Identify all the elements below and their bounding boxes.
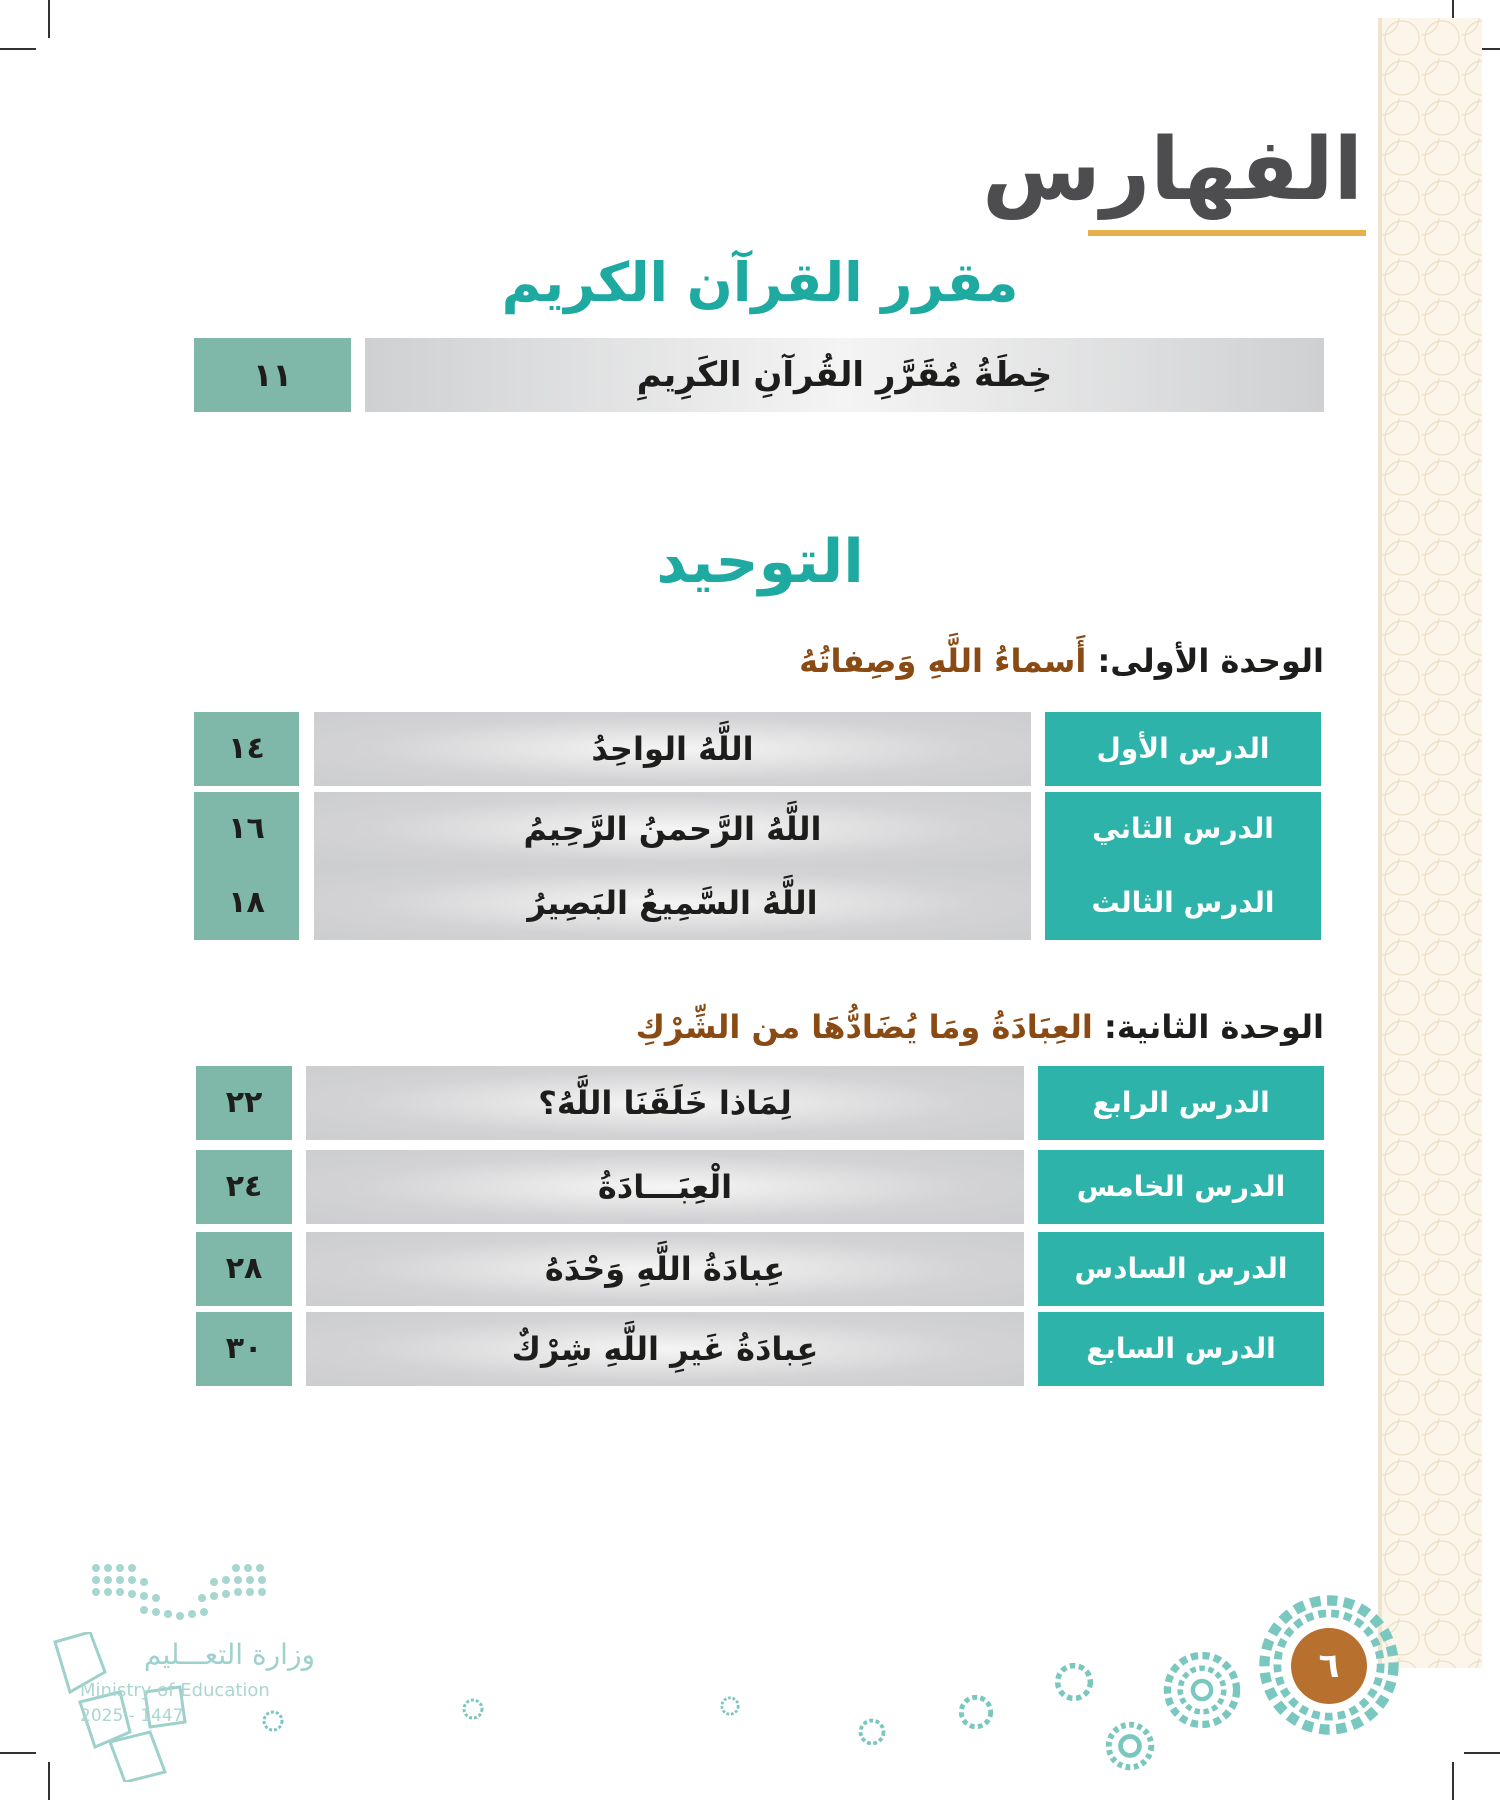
page-title: الفهارس [982,120,1363,220]
lesson-label: الدرس السابع [1038,1312,1324,1386]
lesson-row-5[interactable] [196,1150,1324,1224]
lesson-title: عِبادَةُ غَيرِ اللَّهِ شِرْكٌ [306,1312,1024,1386]
crop-mark [48,0,50,38]
crop-mark [0,48,36,50]
crop-mark [1464,1752,1500,1754]
rosette-icon [958,1694,994,1730]
rosette-icon [858,1718,886,1746]
ministry-logo [50,1560,315,1780]
ministry-year: 2025 - 1447 [80,1706,184,1726]
lesson-page-number: ٢٨ [196,1232,292,1306]
lesson-page-number: ١٤ [194,712,299,786]
unit-1-heading [424,636,1324,686]
quran-section-heading: مقرر القرآن الكريم [501,251,1019,314]
unit-2-title: العِبَادَةُ ومَا يُضَادُّهَا من الشِّرْكِ [635,1008,1093,1046]
crop-mark [1452,1762,1454,1800]
quran-plan-row[interactable] [194,338,1324,412]
ministry-name-en: Ministry of Education [80,1680,270,1701]
lesson-title: عِبادَةُ اللَّهِ وَحْدَهُ [306,1232,1024,1306]
lesson-row-7[interactable] [196,1312,1324,1386]
rosette-icon [1054,1662,1094,1702]
lesson-page-number: ١٨ [194,866,299,940]
lesson-title: الْعِبَـــادَةُ [306,1150,1024,1224]
lesson-row-4[interactable] [196,1066,1324,1140]
plan-title: خِطَةُ مُقَرَّرِ القُرآنِ الكَرِيمِ [365,338,1324,412]
lesson-page-number: ٢٢ [196,1066,292,1140]
lesson-row-6[interactable] [196,1232,1324,1306]
rosette-icon [462,1698,484,1720]
lesson-row-2[interactable] [194,792,1321,866]
ministry-name-ar: وزارة التعـــليم [143,1638,315,1671]
unit-1-label: الوحدة الأولى: [1086,642,1324,680]
unit-1-title: أَسماءُ اللَّهِ وَصِفاتُهُ [799,642,1087,680]
page-number: ٦ [1291,1628,1367,1704]
tawheed-section-heading: التوحيد [656,527,864,597]
unit-2-heading [424,1002,1324,1052]
lesson-label: الدرس الثالث [1045,866,1321,940]
unit-2-label: الوحدة الثانية: [1092,1008,1324,1046]
rosette-icon [1104,1720,1156,1772]
decorative-pattern-strip [1382,18,1482,1668]
lesson-page-number: ٣٠ [196,1312,292,1386]
lesson-label: الدرس الخامس [1038,1150,1324,1224]
lesson-label: الدرس الثاني [1045,792,1321,866]
crop-mark [0,1752,36,1754]
title-underline [1088,230,1366,236]
lesson-label: الدرس الرابع [1038,1066,1324,1140]
rosette-icon [720,1696,740,1716]
lesson-label: الدرس السادس [1038,1232,1324,1306]
rosette-icon [1162,1650,1242,1730]
lesson-title: لِمَاذا خَلَقَنَا اللَّهُ؟ [306,1066,1024,1140]
lesson-title: اللَّهُ الواحِدُ [314,712,1031,786]
lesson-title: اللَّهُ السَّمِيعُ البَصِيرُ [314,866,1031,940]
dotted-logo-icon [86,1560,272,1620]
rosette-icon [262,1710,284,1732]
lesson-row-3[interactable] [194,866,1321,940]
lesson-page-number: ١٦ [194,792,299,866]
lesson-row-1[interactable] [194,712,1321,786]
lesson-label: الدرس الأول [1045,712,1321,786]
lesson-title: اللَّهُ الرَّحمنُ الرَّحِيمُ [314,792,1031,866]
plan-page-number: ١١ [194,338,351,412]
lesson-page-number: ٢٤ [196,1150,292,1224]
